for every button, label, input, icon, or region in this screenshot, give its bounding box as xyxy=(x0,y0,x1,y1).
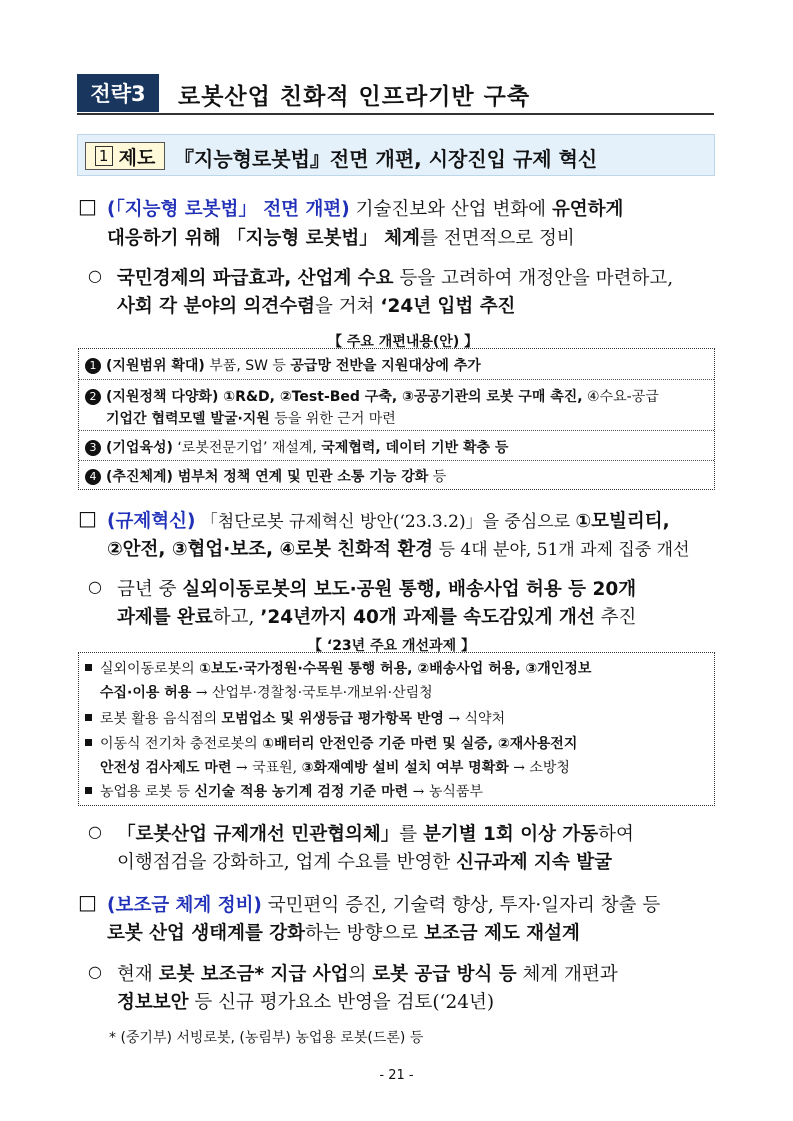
strategy-title: 로봇산업 친화적 인프라기반 구축 xyxy=(178,84,531,110)
bullet1-emphasis: 유연하게 xyxy=(551,199,624,220)
footnote: * (중기부) 서빙로봇, (농림부) 농업용 로봇(드론) 등 xyxy=(109,1030,424,1046)
bullet3-line2 xyxy=(107,919,580,945)
sub2-text-3: 추진 xyxy=(594,607,637,628)
bullet3-text-2: 하는 방향으로 xyxy=(305,923,425,944)
box2-r1-emph: ①보도·국가정원·수목원 통행 허용, ②배송사업 허용, ③개인정보 xyxy=(199,661,592,677)
square-bullet-icon xyxy=(85,787,92,794)
page-number: - 21 - xyxy=(379,1068,414,1083)
circle-bullet-icon: ○ xyxy=(88,266,102,285)
strategy-divider xyxy=(77,113,714,115)
number-3-icon: 3 xyxy=(85,440,101,456)
sub1-emphasis: 국민경제의 파급효과, 산업계 수요 xyxy=(117,268,394,289)
box2-row-1b xyxy=(100,682,433,702)
box2-r1-text-2: → 산업부·경찰청·국토부·개보위·산림청 xyxy=(191,685,433,701)
box1-row-3 xyxy=(85,437,508,457)
box2-r4-text-2: → 농식품부 xyxy=(408,784,483,800)
box1-r2-head: (지원정책 다양화) xyxy=(106,389,219,405)
sub2-line1 xyxy=(117,575,636,601)
box1-divider xyxy=(79,460,714,461)
sub1-line1 xyxy=(117,264,673,290)
sub2-text-2: 하고, xyxy=(212,607,261,628)
box2-r2-text-2: → 식약처 xyxy=(443,711,506,727)
square-bullet-icon xyxy=(85,664,92,671)
sub4-text-2: 의 xyxy=(348,964,373,985)
sub4-line2 xyxy=(117,988,494,1014)
box1-r1-head: (지원범위 확대) xyxy=(106,358,205,374)
number-2-icon: 2 xyxy=(85,389,101,405)
sub1-emphasis-3: ‘24년 입법 추진 xyxy=(380,296,516,317)
sub1-text: 등을 고려하여 개정안을 마련하고, xyxy=(393,268,674,289)
box2-r3-text-3: → 소방청 xyxy=(508,760,570,776)
box1-r2-emph-2: 기업간 협력모델 발굴·지원 xyxy=(106,411,270,427)
box2-r3-text-2: → 국표원, xyxy=(231,760,302,776)
box1-r3-text: ‘로봇전문기업’ 재설계, xyxy=(172,440,322,456)
box1-r2-emph: ①R&D, ②Test-Bed 구축, ③공공기관의 로봇 구매 촉진, xyxy=(218,389,583,405)
box2-r1-text: 실외이동로봇의 xyxy=(100,661,200,677)
section-number: 1 xyxy=(95,146,113,166)
sub3-line2 xyxy=(117,848,612,874)
bullet1-line1 xyxy=(107,195,623,221)
sub4-line1 xyxy=(117,960,618,986)
sub4-emphasis-3: 정보보안 xyxy=(117,992,189,1013)
box1-r4-text: 등 xyxy=(428,469,447,485)
bullet2-line2 xyxy=(107,535,690,561)
bullet3-emphasis: 로봇 산업 생태계를 강화 xyxy=(107,923,306,944)
box2-caption: 【 ‘23년 주요 개선과제 】 xyxy=(308,638,475,654)
box1-r1-emph: 공급망 전반을 지원대상에 추가 xyxy=(290,358,481,374)
bullet1-line2 xyxy=(107,224,575,250)
box2-r2-text: 로봇 활용 음식점의 xyxy=(100,711,222,727)
square-bullet-icon: □ xyxy=(78,890,97,914)
box1-r2-text-2: 등을 위한 근거 마련 xyxy=(269,411,396,427)
square-bullet-icon: □ xyxy=(78,194,97,218)
sub4-text: 현재 xyxy=(117,964,159,985)
box1-r3-head: (기업육성) xyxy=(106,440,173,456)
square-bullet-icon: □ xyxy=(78,506,97,530)
bullet1-heading: (「지능형 로봇법」 전면 개편) xyxy=(107,199,350,220)
sub3-line1 xyxy=(117,820,634,846)
sub3-emphasis-3: 신규과제 지속 발굴 xyxy=(456,852,612,873)
section-number-label xyxy=(85,142,165,170)
box1-r4-head: (추진체계) xyxy=(106,469,173,485)
sub3-text-2: 하여 xyxy=(598,824,634,845)
bullet2-heading: (규제혁신) xyxy=(107,511,196,532)
strategy-badge: 전략3 xyxy=(77,74,159,112)
number-1-icon: 1 xyxy=(85,358,101,374)
box2-r3-text: 이동식 전기차 충전로봇의 xyxy=(100,736,263,752)
box2-row-4 xyxy=(85,781,483,801)
bullet2-text: 「첨단로봇 규제혁신 방안(‘23.3.2)」을 중심으로 xyxy=(195,512,576,532)
bullet3-line1 xyxy=(107,891,660,917)
box1-divider xyxy=(79,379,714,380)
box2-r3-emph: ①배터리 안전인증 기준 마련 및 실증, ②재사용전지 xyxy=(262,736,578,752)
box2-r2-emph: 모범업소 및 위생등급 평가항목 반영 xyxy=(221,711,444,727)
box2-row-3 xyxy=(85,733,577,753)
bullet3-emphasis-2: 보조금 제도 재설계 xyxy=(424,923,580,944)
sub2-text: 금년 중 xyxy=(117,579,183,600)
bullet2-text-2: 등 4대 분야, 51개 과제 집중 개선 xyxy=(433,540,690,560)
box1-r3-emph: 국제협력, 데이터 기반 확충 등 xyxy=(321,440,509,456)
bullet2-emphasis: ①모빌리티, xyxy=(575,511,670,532)
box1-row-2 xyxy=(85,386,659,406)
square-bullet-icon xyxy=(85,739,92,746)
bullet3-heading: (보조금 체계 정비) xyxy=(107,895,262,916)
bullet2-emphasis-2: ②안전, ③협업·보조, ④로봇 친화적 환경 xyxy=(107,539,434,560)
box1-caption: 【 주요 개편내용(안) 】 xyxy=(328,334,479,350)
circle-bullet-icon: ○ xyxy=(88,822,102,841)
sub2-emphasis-2: 과제를 완료 xyxy=(117,607,213,628)
sub2-emphasis: 실외이동로봇의 보도·공원 통행, 배송사업 허용 등 20개 xyxy=(182,579,637,600)
box2-r1-emph-2: 수집·이용 허용 xyxy=(100,685,192,701)
sub2-emphasis-3: ’24년까지 40개 과제를 속도감있게 개선 xyxy=(260,607,595,628)
sub4-text-3: 체계 개편과 xyxy=(516,964,618,985)
sub1-line2 xyxy=(117,292,515,318)
box2-r4-emph: 신기술 적용 농기계 검정 기준 마련 xyxy=(194,784,409,800)
box1-divider xyxy=(79,430,714,431)
box2-r3-emph-3: ③화재예방 설비 설치 여부 명확화 xyxy=(301,760,509,776)
box1-r1-text: 부품, SW 등 xyxy=(204,358,291,374)
sub3-emphasis-2: 분기별 1회 이상 가동 xyxy=(422,824,599,845)
revision-contents-box xyxy=(78,348,715,490)
section-label: 제도 xyxy=(118,146,156,169)
bullet3-text: 국민편익 증진, 기술력 향상, 투자·일자리 창출 등 xyxy=(261,895,661,916)
square-bullet-icon xyxy=(85,714,92,721)
bullet1-emphasis-2: 대응하기 위해 「지능형 로봇법」 체계 xyxy=(107,228,420,249)
circle-bullet-icon: ○ xyxy=(88,962,102,981)
sub3-emphasis: 「로봇산업 규제개선 민관협의체」 xyxy=(117,824,400,845)
bullet2-line1 xyxy=(107,507,670,533)
number-4-icon: 4 xyxy=(85,469,101,485)
box2-row-2 xyxy=(85,708,505,728)
box1-r4-emph: 범부처 정책 연계 및 민관 소통 기능 강화 xyxy=(172,469,429,485)
box1-row-4 xyxy=(85,466,446,486)
improvement-tasks-box xyxy=(78,652,715,806)
bullet1-text-2: 를 전면적으로 정비 xyxy=(419,228,575,249)
section-title: 『지능형로봇법』전면 개편, 시장진입 규제 혁신 xyxy=(174,147,598,171)
sub4-emphasis: 로봇 보조금* 지급 사업 xyxy=(158,964,349,985)
sub4-emphasis-2: 로봇 공급 방식 등 xyxy=(372,964,517,985)
box1-r2-text: ④수요-공급 xyxy=(582,389,659,405)
bullet1-text: 기술진보와 산업 변화에 xyxy=(349,199,552,220)
box1-row-2b xyxy=(106,408,396,428)
sub4-text-4: 등 신규 평가요소 반영을 검토(‘24년) xyxy=(188,992,495,1013)
box2-r3-emph-2: 안전성 검사제도 마련 xyxy=(100,760,232,776)
sub1-emphasis-2: 사회 각 분야의 의견수렴 xyxy=(117,296,316,317)
box2-r4-text: 농업용 로봇 등 xyxy=(100,784,195,800)
sub2-line2 xyxy=(117,603,636,629)
circle-bullet-icon: ○ xyxy=(88,577,102,596)
sub1-text-2: 을 거쳐 xyxy=(315,296,381,317)
box1-row-1 xyxy=(85,355,481,375)
box2-row-3b xyxy=(100,757,570,777)
sub3-text-3: 이행점검을 강화하고, 업계 수요를 반영한 xyxy=(117,852,457,873)
box2-row-1 xyxy=(85,658,591,678)
sub3-text: 를 xyxy=(399,824,423,845)
